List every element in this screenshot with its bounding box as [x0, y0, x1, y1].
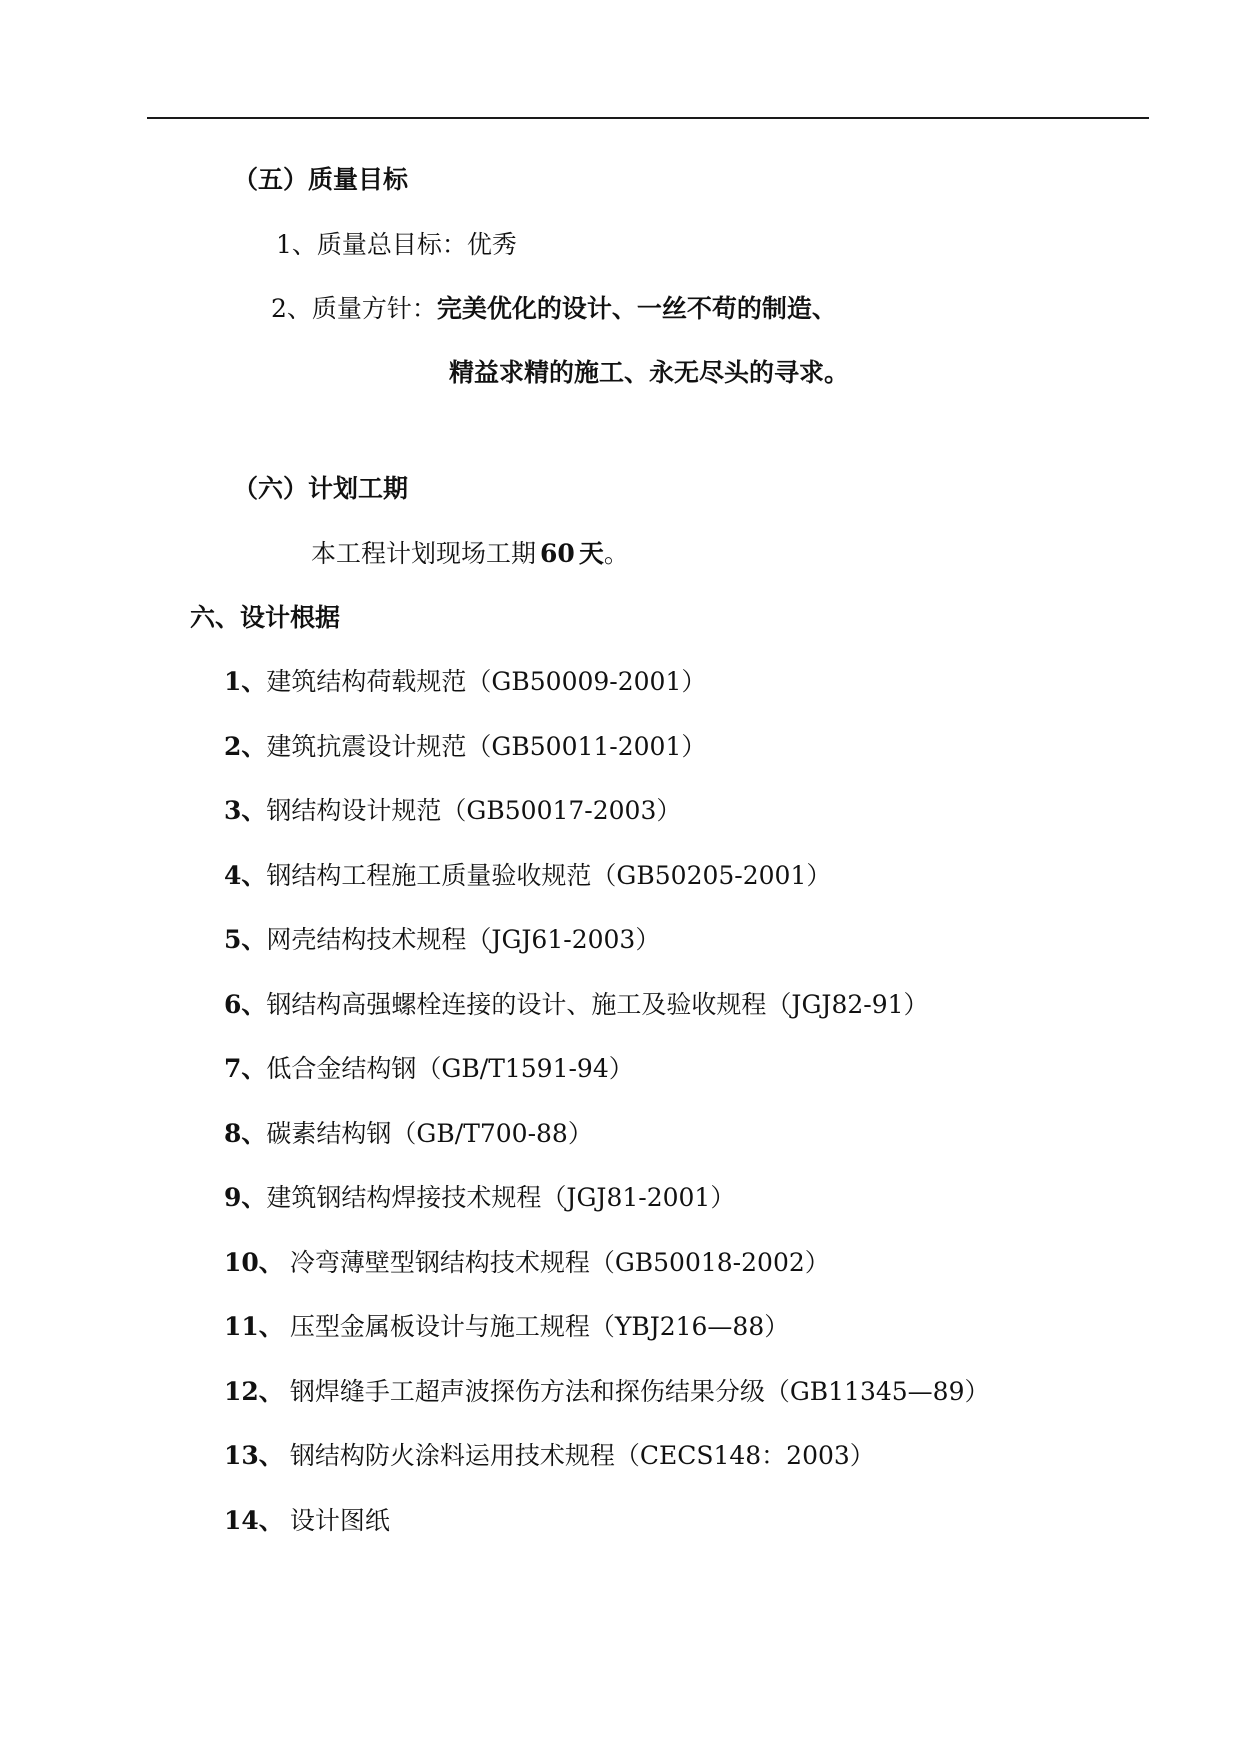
- list-item-text: 钢结构工程施工质量验收规范（GB50205-2001）: [266, 861, 832, 890]
- quality-policy-line1: 完美优化的设计、一丝不苟的制造、: [436, 294, 837, 323]
- section-heading-basis: 六、设计根据: [190, 603, 341, 632]
- list-item: [224, 1246, 830, 1280]
- list-item-separator: 、: [241, 990, 267, 1019]
- list-item-text: 低合金结构钢（GB/T1591-94）: [266, 1054, 634, 1083]
- section-heading-quality: （五）质量目标: [233, 165, 409, 194]
- list-item-separator: 、: [241, 796, 267, 825]
- quality-policy-label: 2、质量方针：: [271, 294, 437, 323]
- list-item-text: 设计图纸: [289, 1506, 390, 1535]
- list-item-separator: 、: [241, 1119, 267, 1148]
- list-item-text: 钢焊缝手工超声波探伤方法和探伤结果分级（GB11345—89）: [289, 1377, 990, 1406]
- list-item-text: 压型金属板设计与施工规程（YBJ216—88）: [289, 1312, 790, 1341]
- list-item-text: 钢结构防火涂料运用技术规程（CECS148：2003）: [289, 1441, 875, 1470]
- list-item-separator: 、: [241, 667, 267, 696]
- list-item-number: 3: [224, 796, 242, 825]
- list-item-number: 12: [224, 1377, 259, 1406]
- list-item-number: 11: [224, 1312, 259, 1341]
- list-item-separator: 、: [258, 1312, 284, 1341]
- list-item-number: 4: [224, 861, 242, 890]
- list-item-text: 建筑抗震设计规范（GB50011-2001）: [266, 732, 707, 761]
- list-item-separator: 、: [258, 1377, 284, 1406]
- list-item-text: 建筑结构荷载规范（GB50009-2001）: [266, 667, 707, 696]
- list-item-separator: 、: [241, 732, 267, 761]
- list-item: [224, 730, 706, 764]
- list-item-number: 13: [224, 1441, 259, 1470]
- quality-policy-line2: 精益求精的施工、永无尽头的寻求。: [449, 358, 850, 387]
- schedule-unit: 天: [578, 539, 604, 568]
- quality-goal-value: 优秀: [466, 230, 517, 259]
- list-item-number: 14: [224, 1506, 259, 1535]
- list-item-separator: 、: [241, 1054, 267, 1083]
- list-item-separator: 、: [258, 1506, 284, 1535]
- list-item-separator: 、: [258, 1441, 284, 1470]
- list-item-number: 9: [224, 1183, 242, 1212]
- list-item-separator: 、: [241, 1183, 267, 1212]
- list-item: [224, 1310, 789, 1344]
- list-item: [224, 988, 929, 1022]
- list-item-text: 钢结构设计规范（GB50017-2003）: [266, 796, 682, 825]
- schedule-text: 本工程计划现场工期 60 天。: [311, 539, 629, 568]
- list-item-separator: 、: [241, 925, 267, 954]
- list-item: [224, 923, 660, 957]
- list-item-separator: 、: [241, 861, 267, 890]
- list-item-number: 5: [224, 925, 242, 954]
- section-heading-schedule: （六）计划工期: [233, 474, 409, 503]
- list-item-separator: 、: [258, 1248, 284, 1277]
- list-item-text: 钢结构高强螺栓连接的设计、施工及验收规程（JGJ82-91）: [266, 990, 929, 1019]
- header-rule: [147, 117, 1149, 119]
- list-item: [224, 1504, 390, 1538]
- quality-goal: [276, 228, 517, 262]
- schedule-days: 60: [540, 539, 575, 568]
- list-item-text: 冷弯薄壁型钢结构技术规程（GB50018-2002）: [289, 1248, 830, 1277]
- quality-goal-label: 1、质量总目标：: [276, 230, 467, 259]
- list-item-number: 6: [224, 990, 242, 1019]
- list-item-number: 10: [224, 1248, 259, 1277]
- quality-policy: [271, 292, 837, 326]
- list-item: [224, 794, 681, 828]
- list-item: [224, 1181, 735, 1215]
- list-item-number: 8: [224, 1119, 242, 1148]
- list-item-text: 建筑钢结构焊接技术规程（JGJ81-2001）: [266, 1183, 736, 1212]
- list-item: [224, 1052, 634, 1086]
- list-item: [224, 665, 706, 699]
- list-item-number: 2: [224, 732, 242, 761]
- list-item: [224, 1117, 593, 1151]
- list-item: [224, 1375, 990, 1409]
- list-item: [224, 859, 831, 893]
- list-item-number: 1: [224, 667, 242, 696]
- list-item-text: 网壳结构技术规程（JGJ61-2003）: [266, 925, 661, 954]
- list-item-text: 碳素结构钢（GB/T700-88）: [266, 1119, 593, 1148]
- list-item: [224, 1439, 875, 1473]
- list-item-number: 7: [224, 1054, 242, 1083]
